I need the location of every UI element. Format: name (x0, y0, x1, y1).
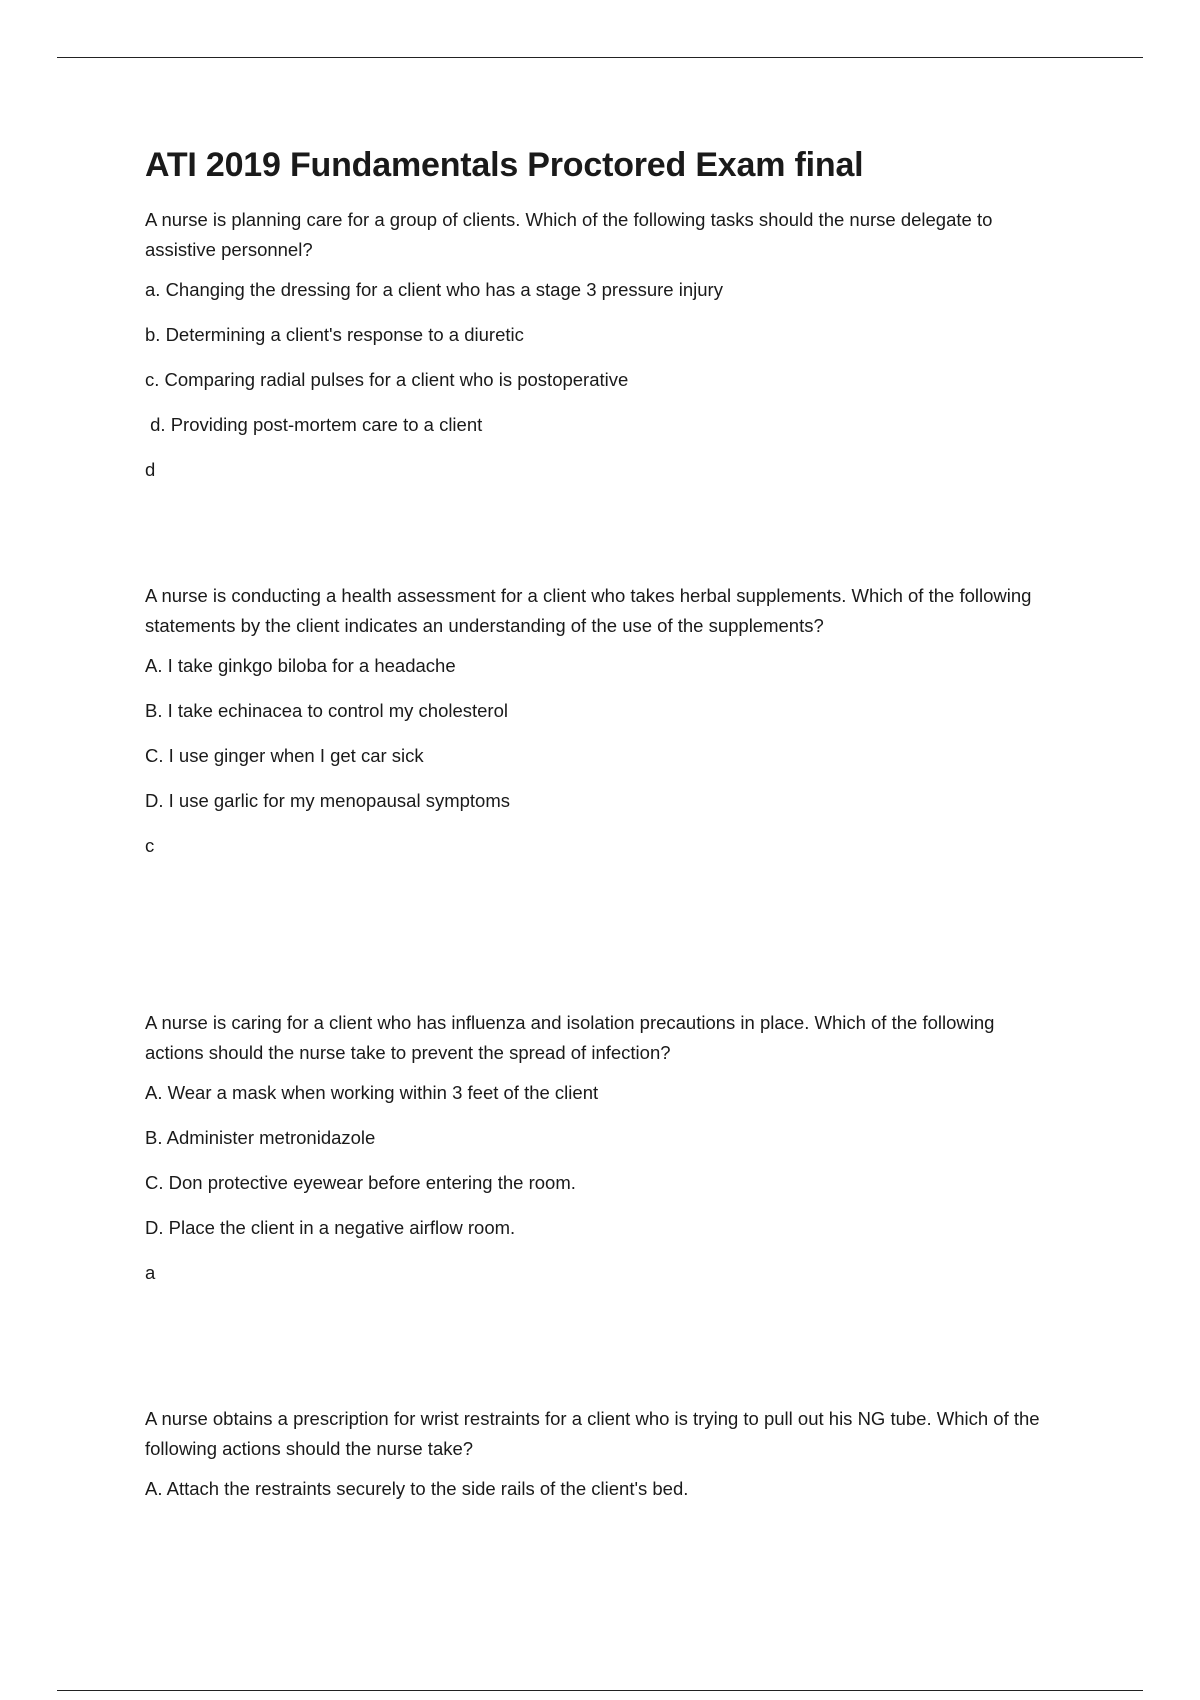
correct-answer: c (145, 835, 155, 856)
question-stem: A nurse is conducting a health assessment for a client who takes herbal supplements. Which of the following statements by the client indicates an understanding of the use of the supplements? (145, 585, 1032, 636)
answer-option: A. Wear a mask when working within 3 feet of the client (145, 1082, 599, 1103)
bottom-divider (57, 1690, 1143, 1691)
answer-option: B. Administer metronidazole (145, 1127, 376, 1148)
answer-option: D. Place the client in a negative airflow room. (145, 1217, 516, 1238)
question-3 (145, 1008, 1045, 1285)
answer-option: D. I use garlic for my menopausal symptoms (145, 790, 510, 811)
answer-option: a. Changing the dressing for a client who has a stage 3 pressure injury (145, 279, 723, 300)
question-4 (145, 1404, 1045, 1501)
correct-answer: d (145, 459, 156, 480)
question-stem: A nurse is caring for a client who has influenza and isolation precautions in place. Which of the following actions should the nurse take to prevent the spread of infection? (145, 1012, 995, 1063)
answer-option: d. Providing post-mortem care to a client (145, 414, 483, 435)
answer-option: B. I take echinacea to control my cholesterol (145, 700, 508, 721)
answer-option: b. Determining a client's response to a diuretic (145, 324, 524, 345)
question-2 (145, 581, 1045, 858)
question-stem: A nurse is planning care for a group of clients. Which of the following tasks should the nurse delegate to assistive personnel? (145, 209, 993, 260)
top-divider (57, 57, 1143, 58)
answer-option: C. I use ginger when I get car sick (145, 745, 424, 766)
document-body (145, 146, 1045, 1522)
document-title: ATI 2019 Fundamentals Proctored Exam final (145, 146, 864, 184)
question-1 (145, 205, 1045, 482)
answer-option: C. Don protective eyewear before entering the room. (145, 1172, 576, 1193)
correct-answer: a (145, 1262, 156, 1283)
question-stem: A nurse obtains a prescription for wrist restraints for a client who is trying to pull out his NG tube. Which of the following actions should the nurse take? (145, 1408, 1040, 1459)
answer-option: A. Attach the restraints securely to the side rails of the client's bed. (145, 1478, 689, 1499)
answer-option: c. Comparing radial pulses for a client who is postoperative (145, 369, 629, 390)
answer-option: A. I take ginkgo biloba for a headache (145, 655, 456, 676)
